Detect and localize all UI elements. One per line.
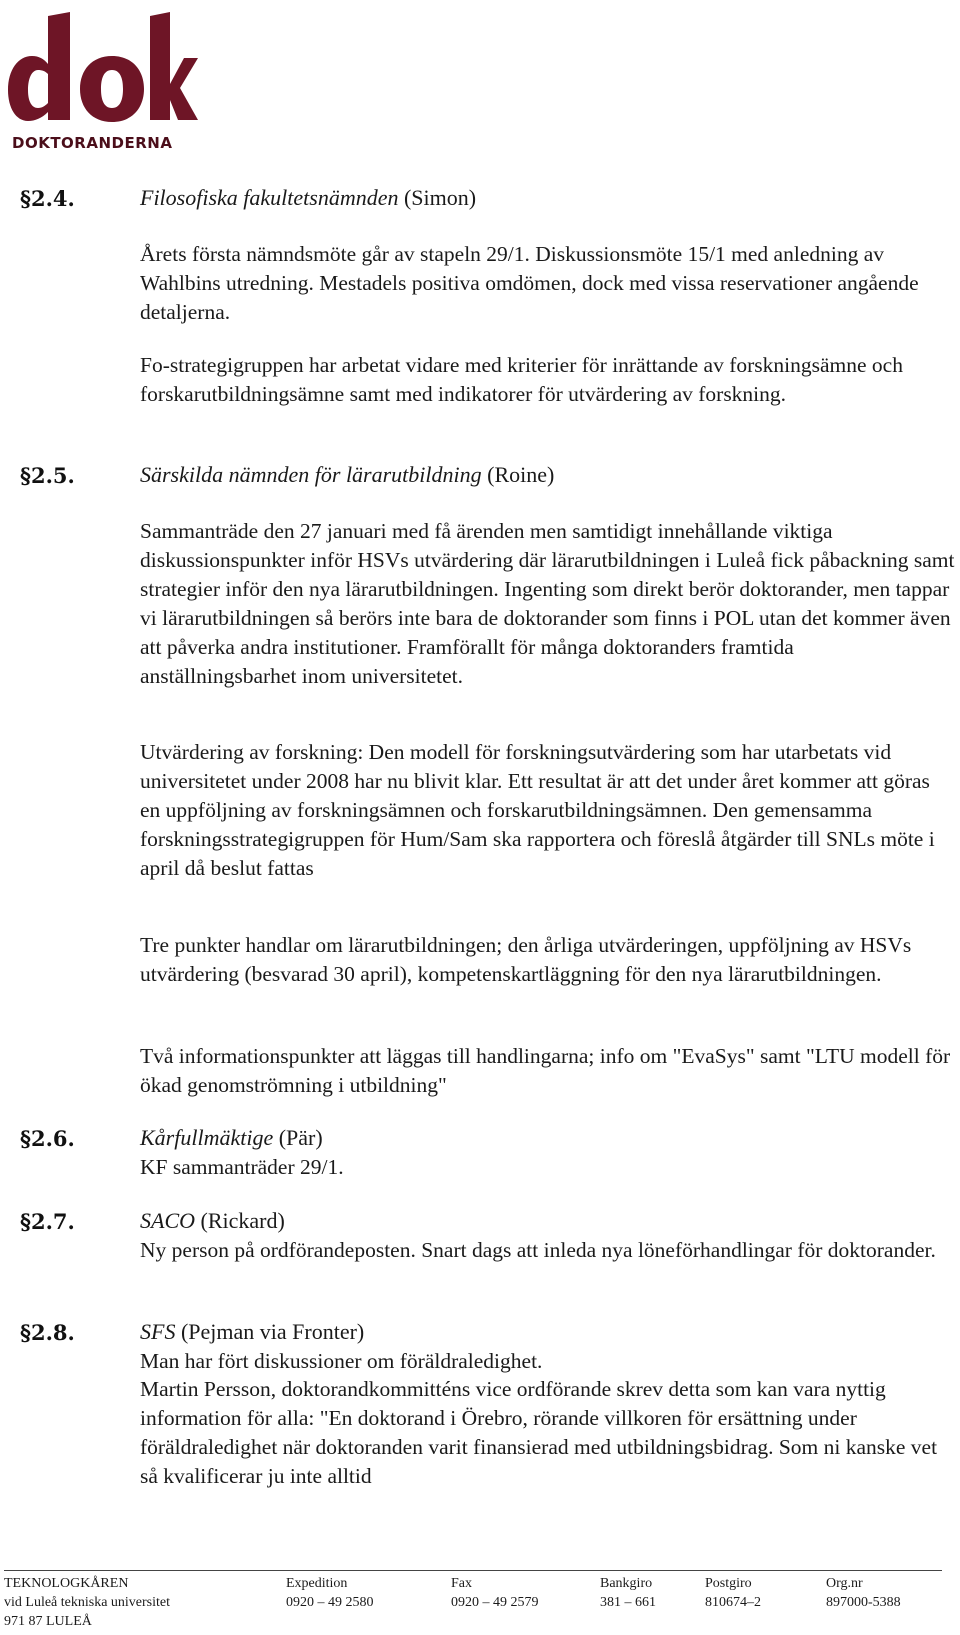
footer-label: Org.nr	[826, 1576, 863, 1591]
footer-fax	[451, 1574, 539, 1612]
paragraph: Utvärdering av forskning: Den modell för forskningsutvärdering som har utarbetats vid universitetet under 2008 har nu blivit klar. Ett resultat är att det under året kommer att göras en uppföljning av forskningsämnen och forskarutbildningsämnen. Den gemensamma forskningsstrategigruppen för Hum/Sam ska rapportera och föreslå åtgärder till SNLs möte i april då beslut fattas	[140, 740, 935, 880]
paragraph: KF sammanträder 29/1.	[140, 1155, 344, 1179]
section-number: §2.5.	[20, 463, 75, 488]
footer-value: 897000-5388	[826, 1595, 901, 1610]
paragraph: Sammanträde den 27 januari med få ärenden men samtidigt innehållande viktiga diskussionspunkter inför HSVs utvärdering där lärarutbildningen i Luleå fick påbackning samt strategier inför den nya lärarutbildningen. Ingenting som direkt berör doktorander, men tappar vi lärarutbildningen så berörs inte bara de doktorander som finns i POL utan det kommer även att påverka andra institutioner. Framförallt för många doktoranders framtida anställningsbarhet inom universitetet.	[140, 519, 955, 688]
paragraph: Tre punkter handlar om lärarutbildningen; den årliga utvärderingen, uppföljning av HSVs utvärdering (besvarad 30 april), kompetenskartläggning för den nya lärarutbildningen.	[140, 933, 912, 986]
footer-orgnr	[826, 1574, 901, 1612]
footer-label: Postgiro	[705, 1576, 752, 1591]
section-title: SFS	[140, 1319, 176, 1344]
section-title: SACO	[140, 1208, 195, 1233]
paragraph: Fo-strategigruppen har arbetat vidare med kriterier för inrättande av forskningsämne och forskarutbildningsämne samt med indikatorer för utvärdering av forskning.	[140, 353, 903, 406]
footer-org-name: TEKNOLOGKÅREN	[4, 1576, 129, 1591]
footer-expedition	[286, 1574, 374, 1612]
footer-org	[4, 1574, 170, 1631]
section-title: Kårfullmäktige	[140, 1125, 274, 1150]
footer-label: Expedition	[286, 1576, 348, 1591]
footer-org-sub: vid Luleå tekniska universitet	[4, 1595, 171, 1610]
section-heading	[140, 185, 476, 211]
logo-letter-k	[150, 12, 198, 120]
footer-value: 810674–2	[705, 1595, 761, 1610]
footer-org-address: 971 87 LULEÅ	[4, 1614, 92, 1629]
section-heading	[140, 1208, 285, 1234]
footer-bankgiro	[600, 1574, 656, 1612]
section-person: (Simon)	[403, 185, 477, 210]
section-number: §2.7.	[20, 1209, 75, 1234]
dok-logo-mark	[8, 12, 198, 124]
paragraph: Två informationspunkter att läggas till handlingarna; info om "EvaSys" samt "LTU modell för ökad genomströmning i utbildning"	[140, 1044, 951, 1097]
paragraph: Man har fört diskussioner om föräldraledighet.	[140, 1349, 543, 1373]
section-heading	[140, 1319, 364, 1345]
footer-value: 381 – 661	[600, 1595, 656, 1610]
section-person: (Pejman via Fronter)	[180, 1319, 365, 1344]
section-person: (Rickard)	[200, 1208, 285, 1233]
section-number: §2.4.	[20, 186, 75, 211]
paragraph: Martin Persson, doktorandkommitténs vice ordförande skrev detta som kan vara nyttig information för alla: "En doktorand i Örebro, rörande villkoren för ersättning under föräldraledighet när doktoranden varit finansierad med utbildningsbidrag. Som ni kanske vet så kvalificerar ju inte alltid	[140, 1377, 938, 1488]
logo-letter-o	[80, 56, 144, 122]
section-heading	[140, 1125, 323, 1151]
footer-postgiro	[705, 1574, 761, 1612]
footer-value: 0920 – 49 2579	[451, 1595, 539, 1610]
paragraph: Årets första nämndsmöte går av stapeln 29/1. Diskussionsmöte 15/1 med anledning av Wahlbins utredning. Mestadels positiva omdömen, dock med vissa reservationer angående detaljerna.	[140, 242, 919, 324]
section-title: Särskilda nämnden för lärarutbildning	[140, 462, 482, 487]
section-person: (Roine)	[487, 462, 555, 487]
section-heading	[140, 462, 554, 488]
section-person: (Pär)	[278, 1125, 323, 1150]
footer-label: Fax	[451, 1576, 472, 1591]
doktoranderna-logo	[8, 12, 198, 152]
footer-value: 0920 – 49 2580	[286, 1595, 374, 1610]
paragraph: Ny person på ordförandeposten. Snart dags att inleda nya löneförhandlingar för doktorander.	[140, 1238, 936, 1262]
logo-wordmark: DOKTORANDERNA	[12, 134, 173, 152]
section-number: §2.8.	[20, 1320, 75, 1345]
logo-letter-d	[8, 12, 70, 121]
footer-divider	[4, 1570, 942, 1571]
section-title: Filosofiska fakultetsnämnden	[140, 185, 399, 210]
section-number: §2.6.	[20, 1126, 75, 1151]
footer-label: Bankgiro	[600, 1576, 653, 1591]
